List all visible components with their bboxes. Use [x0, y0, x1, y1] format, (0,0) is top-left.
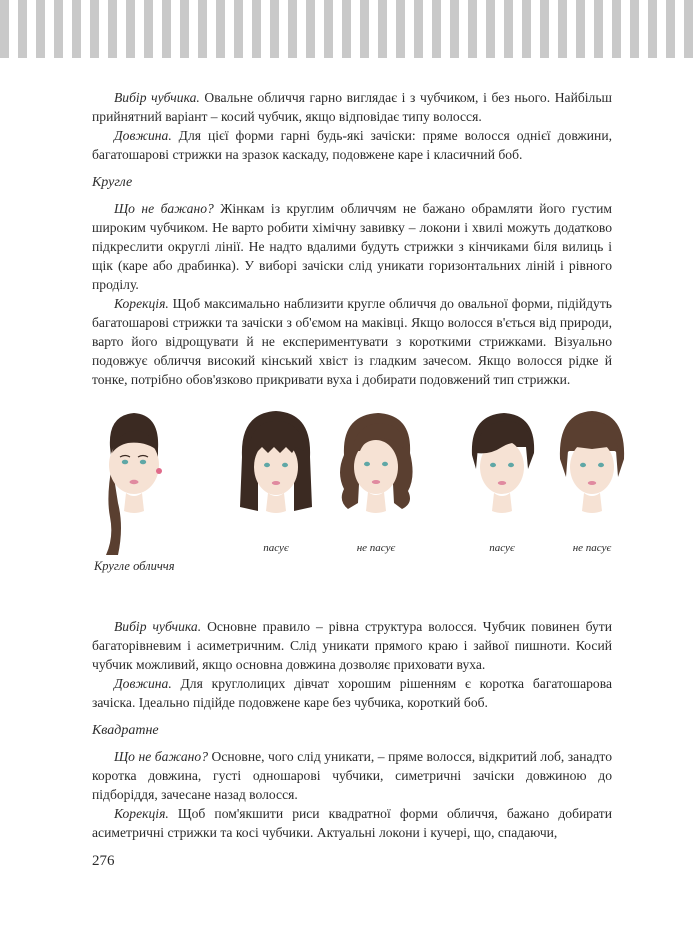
paragraph [92, 294, 612, 389]
lead-term: Корекція. [114, 806, 169, 821]
paragraph [92, 804, 612, 842]
figure-caption: пасує [489, 542, 515, 554]
paragraph-text: Для круглолицих дівчат хорошим рішенням є коротка багатошарова зачіска. Ідеально підійде подовжене каре без чубчика, короткий боб. [92, 676, 612, 710]
paragraph [92, 617, 612, 674]
pixie-cut-illustration [458, 407, 546, 527]
paragraph-text: Жінкам із круглим обличчям не бажано обрамляти його густим широким чубчиком. Не варто робити хімічну завивку – локони і хвилі можуть додатково підкреслити округлі лінії. Не надто вдалими будуть стрижки з кінчиками біля вилиць і щік (каре або драбинка). У виборі зачіски слід уникати горизонтальних ліній і рівного проділу. [92, 201, 612, 292]
short-round-cut-illustration [548, 407, 636, 527]
page-number: 276 [92, 853, 115, 869]
section-heading-square: Квадратне [92, 723, 159, 738]
paragraph-text: Основне правило – рівна структура волосся. Чубчик повинен бути багаторівневим і асиметричним. Слід уникати прямого краю і зайвої пишноти. Косий чубчик можливий, якщо основна довжина дозволяє приховати вуха. [92, 619, 612, 672]
paragraph [92, 747, 612, 804]
paragraph-text: Основне, чого слід уникати, – пряме волосся, відкритий лоб, занадто коротка довжина, густі одношарові чубчики, симетричні зачіски довжиною до підборіддя, зачесане назад волосся. [92, 749, 612, 802]
paragraph [92, 674, 612, 712]
bob-with-bangs-illustration [232, 407, 320, 527]
lead-term: Довжина. [114, 676, 172, 691]
figure-caption: не пасує [356, 542, 396, 554]
round-face-illustration [88, 407, 178, 557]
paragraph [92, 126, 612, 164]
paragraph [92, 88, 612, 126]
figure-caption-main: Кругле обличчя [94, 559, 175, 573]
figure-caption: не пасує [572, 542, 612, 554]
figure-caption: пасує [263, 542, 289, 554]
section-heading-round: Кругле [92, 175, 133, 190]
lead-term: Що не бажано? [114, 201, 214, 216]
paragraph-text: Щоб максимально наблизити кругле обличчя до овальної форми, підійдуть багатошарові стрижки та зачіски з об'ємом на маківці. Якщо волосся в'ється від природи, варто його відрощувати й не експериментувати з короткими стрижками. Візуально подовжує обличчя високий кінський хвіст із гладким зачесом. Якщо волосся рідке й тонке, потрібно обов'язково прикривати вуха і добирати подовжений тип стрижки. [92, 296, 612, 387]
lead-term: Що не бажано? [114, 749, 208, 764]
wavy-bob-illustration [332, 407, 420, 527]
lead-term: Вибір чубчика. [114, 619, 202, 634]
lead-term: Вибір чубчика. [114, 90, 200, 105]
paragraph [92, 199, 612, 294]
header-stripes [0, 0, 700, 58]
page-content [92, 88, 612, 842]
face-illustrations [80, 407, 612, 603]
paragraph-text: Овальне обличчя гарно виглядає і з чубчиком, і без нього. Найбільш прийнятний варіант – косий чубчик, якщо відповідає типу волосся. [92, 90, 612, 124]
paragraph-text: Щоб пом'якшити риси квадратної форми обличчя, бажано добирати асиметричні стрижки та косі чубчики. Актуальні локони і кучері, що, спадаючи, [92, 806, 612, 840]
lead-term: Корекція. [114, 296, 169, 311]
lead-term: Довжина. [114, 128, 172, 143]
paragraph-text: Для цієї форми гарні будь-які зачіски: пряме волосся однієї довжини, багатошарові стрижки на зразок каскаду, подовжене каре і класичний боб. [92, 128, 612, 162]
